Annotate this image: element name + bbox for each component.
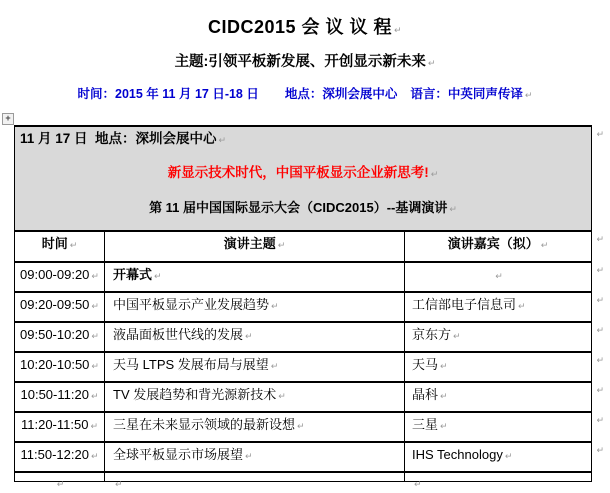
time-cell: 09:20-09:50 ↵	[15, 293, 105, 321]
agenda-table	[14, 125, 604, 490]
topic-cell: 开幕式 ↵	[105, 263, 405, 291]
table-row	[15, 293, 604, 323]
page-subtitle: 主题:引领平板新发展、开创显示新未来 ↵	[174, 54, 436, 70]
paragraph-mark-icon: ↵	[540, 241, 549, 251]
paragraph-mark-icon: ↵	[91, 272, 99, 282]
header-topic: 演讲主题 ↵	[105, 232, 405, 261]
time-cell	[15, 473, 105, 490]
header-row	[15, 232, 604, 263]
end-of-row-mark-icon: ↵	[596, 386, 604, 396]
paragraph-mark-icon: ↵	[297, 422, 305, 432]
page-title: CIDC2015 会 议 议 程 ↵	[207, 17, 403, 37]
paragraph-mark-icon: ↵	[90, 422, 98, 432]
table-row	[15, 353, 604, 383]
speaker-cell	[405, 263, 591, 291]
time-cell: 11:20-11:50 ↵	[15, 413, 105, 441]
end-of-row-mark-icon: ↵	[596, 235, 604, 245]
table-row	[15, 263, 604, 293]
paragraph-mark-icon: ↵	[440, 362, 448, 372]
info-line	[0, 84, 610, 102]
end-of-row-mark-icon: ↵	[596, 266, 604, 276]
document-page	[0, 13, 610, 490]
time-cell: 11:50-12:20 ↵	[15, 443, 105, 471]
paragraph-mark-icon: ↵	[495, 272, 503, 282]
paragraph-mark-icon: ↵	[91, 362, 99, 372]
time-cell: 09:50-10:20 ↵	[15, 323, 105, 351]
table-row	[15, 383, 604, 413]
speaker-cell: 天马 ↵	[412, 357, 448, 372]
topic-cell: 液晶面板世代线的发展 ↵	[105, 323, 405, 351]
topic-cell: TV 发展趋势和背光源新技术 ↵	[105, 383, 405, 411]
banner-date-line: 11 月 17 日 地点：深圳会展中心 ↵	[20, 131, 227, 146]
banner-session-title: 第 11 届中国国际显示大会（CIDC2015）--基调演讲 ↵	[149, 200, 457, 215]
info-time: 时间：2015 年 11 月 17 日-18 日	[77, 87, 259, 101]
paragraph-mark-icon: ↵	[440, 422, 448, 432]
info-place: 地点：深圳会展中心	[284, 87, 398, 101]
paragraph-mark-icon: ↵	[90, 452, 99, 462]
info-lang: 语言：中英同声传译	[410, 87, 523, 101]
time-cell: 10:20-10:50 ↵	[15, 353, 105, 381]
table-row	[15, 443, 604, 473]
end-of-row-mark-icon: ↵	[596, 416, 604, 426]
paragraph-mark-icon: ↵	[453, 332, 461, 342]
paragraph-mark-icon: ↵	[414, 480, 422, 490]
speaker-cell: 三星 ↵	[412, 417, 448, 432]
paragraph-mark-icon: ↵	[394, 26, 403, 36]
paragraph-mark-icon: ↵	[245, 332, 253, 342]
paragraph-mark-icon: ↵	[449, 205, 457, 215]
topic-cell: 中国平板显示产业发展趋势 ↵	[105, 293, 405, 321]
paragraph-mark-icon: ↵	[518, 302, 526, 312]
paragraph-mark-icon: ↵	[69, 241, 78, 251]
header-speaker: 演讲嘉宾（拟） ↵	[447, 236, 549, 251]
paragraph-mark-icon: ↵	[277, 241, 286, 251]
topic-cell	[105, 473, 405, 490]
end-of-row-mark-icon: ↵	[596, 326, 604, 336]
topic-cell: 天马 LTPS 发展布局与展望 ↵	[105, 353, 405, 381]
table-row	[15, 323, 604, 353]
paragraph-mark-icon: ↵	[278, 392, 286, 402]
end-of-row-mark-icon: ↵	[596, 356, 604, 366]
paragraph-mark-icon: ↵	[218, 136, 227, 146]
banner-cell	[15, 127, 604, 232]
paragraph-mark-icon: ↵	[90, 392, 99, 402]
paragraph-mark-icon: ↵	[270, 362, 279, 372]
paragraph-mark-icon: ↵	[91, 332, 99, 342]
end-of-row-mark-icon: ↵	[596, 296, 604, 306]
speaker-cell: 京东方 ↵	[412, 327, 461, 342]
time-cell: 10:50-11:20 ↵	[15, 383, 105, 411]
paragraph-mark-icon: ↵	[56, 480, 65, 490]
header-time: 时间 ↵	[15, 232, 105, 261]
paragraph-mark-icon: ↵	[427, 59, 436, 69]
table-move-handle-icon[interactable]: +	[2, 113, 14, 125]
topic-cell: 三星在未来显示领域的最新设想 ↵	[105, 413, 405, 441]
paragraph-mark-icon: ↵	[245, 452, 253, 462]
end-of-row-mark-icon: ↵	[596, 446, 604, 456]
paragraph-mark-icon: ↵	[154, 272, 162, 282]
speaker-cell: 工信部电子信息司 ↵	[412, 297, 526, 312]
table-row-partial	[15, 473, 591, 490]
paragraph-mark-icon: ↵	[504, 452, 513, 462]
time-cell: 09:00-09:20 ↵	[15, 263, 105, 291]
topic-cell: 全球平板显示市场展望 ↵	[105, 443, 405, 471]
paragraph-mark-icon: ↵	[524, 91, 533, 101]
end-of-row-mark-icon: ↵	[596, 130, 604, 140]
speaker-cell: IHS Technology ↵	[412, 447, 513, 462]
paragraph-mark-icon: ↵	[115, 480, 123, 490]
paragraph-mark-icon: ↵	[91, 302, 99, 312]
paragraph-mark-icon: ↵	[440, 392, 448, 402]
paragraph-mark-icon: ↵	[430, 170, 439, 180]
table-row	[15, 413, 604, 443]
paragraph-mark-icon: ↵	[271, 302, 279, 312]
speaker-cell: 晶科 ↵	[412, 387, 448, 402]
speaker-cell	[405, 473, 591, 490]
banner-slogan: 新显示技术时代，中国平板显示企业新思考! ↵	[167, 165, 439, 180]
